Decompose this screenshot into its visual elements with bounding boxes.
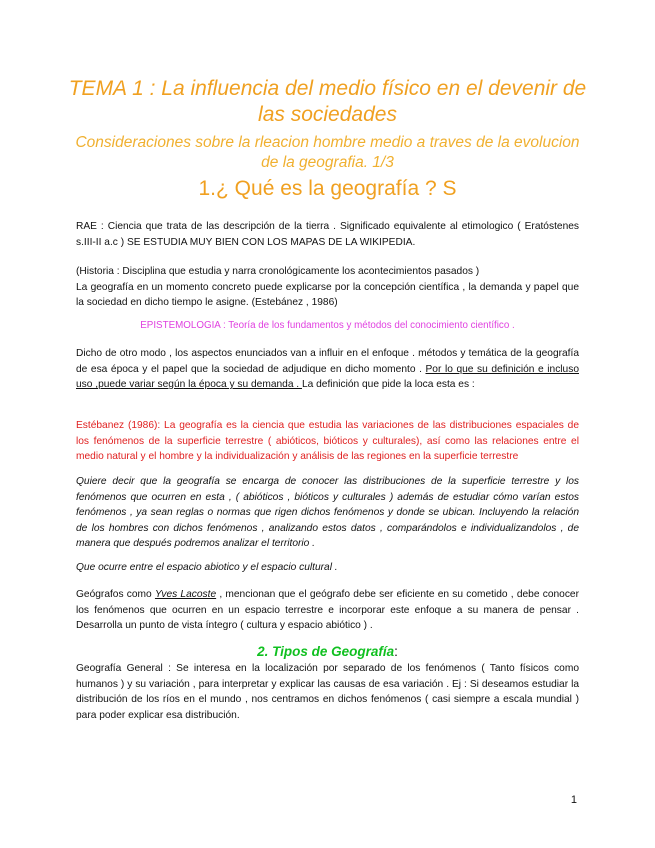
page-number: 1: [570, 794, 577, 806]
section-heading-2-text: 2. Tipos de Geografía: [257, 644, 395, 659]
dicho-paragraph: [76, 346, 579, 393]
lacoste-name: Yves Lacoste: [154, 589, 217, 600]
geografia-momento: La geografía en un momento concreto puede explicarse por la concepción científica , la demanda y papel que la sociedad en dicho tiempo le asigne. (Estebánez , 1986): [76, 281, 579, 308]
epistemologia-definition: EPISTEMOLOGIA : Teoría de los fundamentos y métodos del conocimiento científico .: [140, 320, 515, 331]
historia-definition: (Historia : Disciplina que estudia y narra cronológicamente los acontecimientos pasados ): [76, 266, 480, 277]
document-title: TEMA 1 : La influencia del medio físico en el devenir de las sociedades: [68, 77, 587, 126]
quiere-paragraph: Quiere decir que la geografía se encarga de conocer las distribuciones de la superficie terrestre y los fenómenos que ocurren en esta , ( abióticos , bióticos y culturales ) además de estudiar cómo varían estos fenómenos , ya sean reglas o normas que rigen dichos fenómenos y donde se ubican. Incluyendo la relación de los hombres con dichos fenómenos , analizando estos datos , comparándolos e individualizandolos , de manera que después podremos analizar el territorio .: [76, 476, 579, 549]
section-heading-2: [60, 644, 595, 659]
estebanez-definition: Estébanez (1986): La geografía es la ciencia que estudia las variaciones de las distribuciones espaciales de los fenómenos de la superficie terrestre ( abióticos, bióticos y culturales), así como las relaciones entre el medio natural y el hombre y la individualización y análisis de las regiones en la superficie terrestre: [76, 420, 579, 462]
dicho-text-b: La definición que pide la loca esta es :: [301, 379, 475, 390]
section-heading-1: 1.¿ Qué es la geografía ? S: [198, 177, 457, 200]
geografos-text-a: Geógrafos como: [76, 589, 155, 600]
rae-definition: RAE : Ciencia que trata de las descripción de la tierra . Significado equivalente al etimologico ( Eratóstenes s.III-II a.c ) SE ESTUDIA MUY BIEN CON LOS MAPAS DE LA WIKIPEDIA.: [76, 221, 579, 248]
geografos-text-b: , mencionan que el geógrafo debe ser eficiente en su cometido , debe conocer los fenómenos que ocurren en un espacio terrestre e incorporar este enfoque a su manera de pensar . Desarrolla un punto de vista íntegro ( cultura y espacio abiótico ) .: [76, 589, 579, 631]
historia-block: [76, 264, 579, 311]
geografos-paragraph: [76, 587, 579, 634]
section-heading-2-suffix: :: [394, 644, 398, 659]
document-subtitle: Consideraciones sobre la rleacion hombre medio a traves de la evolucion de la geografia. 1/3: [75, 134, 580, 171]
que-ocurre-line: Que ocurre entre el espacio abiotico y el espacio cultural .: [76, 562, 338, 573]
dicho-underline: Por lo que su definición e incluso uso ,puede variar según la época y su demanda .: [76, 363, 579, 390]
geografia-general-paragraph: Geografía General : Se interesa en la localización por separado de los fenómenos ( Tanto físicos como humanos ) y su variación , para interpretar y explicar las causas de esa variación . Ej : Si deseamos estudiar la distribución de los ríos en el mundo , nos centramos en dichos fenómenos ( casi siempre a escala mundial ) para poder explicar esa distribución.: [76, 663, 579, 721]
dicho-text-a: Dicho de otro modo , los aspectos enunciados van a influir en el enfoque . métodos y temática de la geografía de esa época y el papel que la sociedad de adjudique en dicho momento .: [76, 348, 579, 375]
